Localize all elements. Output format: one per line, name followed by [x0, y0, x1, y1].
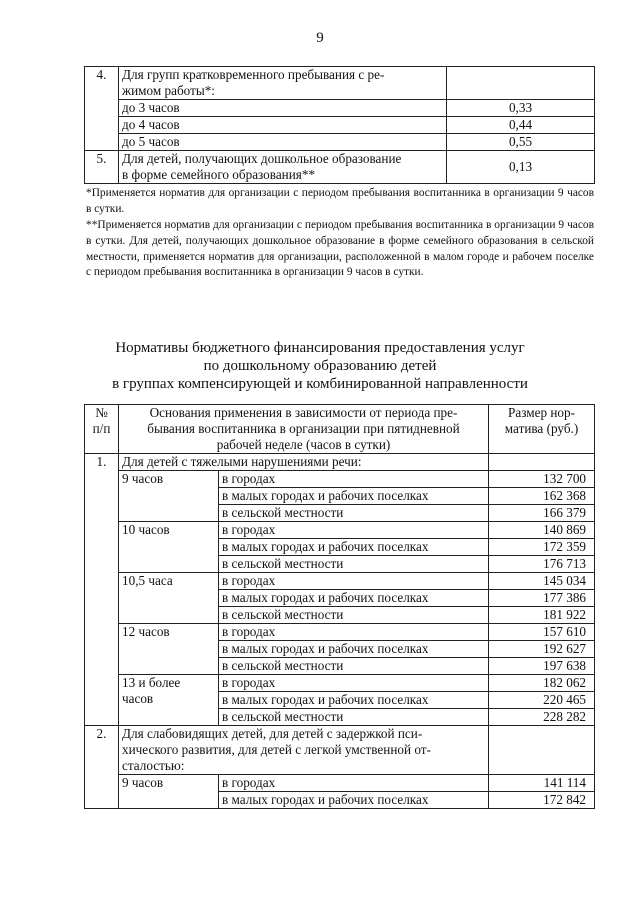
row-label: до 4 часов	[119, 117, 447, 134]
location-label: в сельской местности	[219, 658, 489, 675]
header-line: п/п	[92, 421, 111, 436]
period-line: часов	[122, 691, 154, 706]
value-cell: 0,33	[447, 100, 595, 117]
table-header-row	[85, 405, 595, 454]
section-label-line: сталостью:	[122, 758, 185, 773]
section-label	[119, 726, 489, 775]
location-label: в сельской местности	[219, 709, 489, 726]
table-row	[85, 100, 595, 117]
header-line: Основания применения в зависимости от периода пре-	[149, 405, 458, 420]
section-label-line: хического развития, для детей с легкой умственной от-	[122, 742, 431, 757]
row-label-line: жимом работы*:	[122, 83, 215, 98]
row-label: до 5 часов	[119, 134, 447, 151]
location-label: в сельской местности	[219, 607, 489, 624]
page-number: 9	[316, 30, 324, 46]
value-cell	[489, 454, 595, 471]
location-label: в малых городах и рабочих поселках	[219, 488, 489, 505]
period-label: 10,5 часа	[119, 573, 219, 624]
table-row	[85, 117, 595, 134]
row-number: 1.	[85, 454, 119, 726]
table-row	[85, 471, 595, 488]
table-row	[85, 454, 595, 471]
table-row	[85, 775, 595, 792]
norms-coefficient-table	[84, 66, 595, 184]
value-cell: 228 282	[489, 709, 595, 726]
value-cell: 176 713	[489, 556, 595, 573]
location-label: в городах	[219, 471, 489, 488]
value-cell: 141 114	[489, 775, 595, 792]
header-line: №	[95, 405, 108, 420]
header-line: рабочей неделе (часов в сутки)	[216, 437, 391, 452]
row-number: 5.	[85, 151, 119, 184]
value-cell: 166 379	[489, 505, 595, 522]
table-row	[85, 67, 595, 100]
location-label: в сельской местности	[219, 505, 489, 522]
row-label: до 3 часов	[119, 100, 447, 117]
header-size	[489, 405, 595, 454]
funding-norms-table	[84, 404, 595, 809]
value-cell: 0,55	[447, 134, 595, 151]
title-line: Нормативы бюджетного финансирования предоставления услуг	[115, 340, 525, 356]
section-title	[0, 339, 640, 393]
period-label: 10 часов	[119, 522, 219, 573]
table-row	[85, 151, 595, 184]
section-label-line: Для слабовидящих детей, для детей с задержкой пси-	[122, 726, 423, 741]
location-label: в малых городах и рабочих поселках	[219, 692, 489, 709]
period-label	[119, 675, 219, 726]
location-label: в малых городах и рабочих поселках	[219, 792, 489, 809]
location-label: в городах	[219, 675, 489, 692]
period-line: 13 и более	[122, 675, 181, 690]
row-label	[119, 151, 447, 184]
location-label: в сельской местности	[219, 556, 489, 573]
value-cell: 162 368	[489, 488, 595, 505]
value-cell: 0,44	[447, 117, 595, 134]
table-row	[85, 726, 595, 775]
value-cell	[447, 67, 595, 100]
value-cell: 172 842	[489, 792, 595, 809]
value-cell: 182 062	[489, 675, 595, 692]
header-line: бывания воспитанника в организации при пятидневной	[147, 421, 460, 436]
period-label: 12 часов	[119, 624, 219, 675]
section-label: Для детей с тяжелыми нарушениями речи:	[119, 454, 489, 471]
table-row	[85, 134, 595, 151]
value-cell: 177 386	[489, 590, 595, 607]
footnote-2: **Применяется норматив для организации с периодом пребывания воспитанника в организации 9 часов в сутки. Для детей, получающих дошкольное образование в форме семейного образования в сельской местности, применяется норматив для организации, расположенной в малом городе и рабочем поселке с периодом пребывания воспитанника в организации 9 часов в сутки.	[86, 219, 594, 279]
period-label: 9 часов	[119, 775, 219, 809]
value-cell: 197 638	[489, 658, 595, 675]
table-row	[85, 573, 595, 590]
location-label: в городах	[219, 775, 489, 792]
footnote-1: *Применяется норматив для организации с периодом пребывания воспитанника в организации 9 часов в сутки.	[86, 187, 594, 215]
value-cell: 157 610	[489, 624, 595, 641]
value-cell: 172 359	[489, 539, 595, 556]
table-row	[85, 522, 595, 539]
value-cell: 0,13	[447, 151, 595, 184]
location-label: в малых городах и рабочих поселках	[219, 641, 489, 658]
header-line: Размер нор-	[508, 405, 575, 420]
row-label	[119, 67, 447, 100]
row-number: 4.	[85, 67, 119, 151]
location-label: в городах	[219, 573, 489, 590]
value-cell: 181 922	[489, 607, 595, 624]
table-row	[85, 675, 595, 692]
header-number	[85, 405, 119, 454]
value-cell: 220 465	[489, 692, 595, 709]
value-cell: 132 700	[489, 471, 595, 488]
title-line: в группах компенсирующей и комбинированной направленности	[112, 376, 528, 392]
location-label: в городах	[219, 624, 489, 641]
location-label: в малых городах и рабочих поселках	[219, 590, 489, 607]
row-label-line: Для детей, получающих дошкольное образование	[122, 151, 402, 166]
row-label-line: в форме семейного образования**	[122, 167, 316, 182]
period-label: 9 часов	[119, 471, 219, 522]
value-cell	[489, 726, 595, 775]
row-number: 2.	[85, 726, 119, 809]
location-label: в малых городах и рабочих поселках	[219, 539, 489, 556]
header-basis	[119, 405, 489, 454]
value-cell: 145 034	[489, 573, 595, 590]
title-line: по дошкольному образованию детей	[203, 358, 437, 374]
location-label: в городах	[219, 522, 489, 539]
header-line: матива (руб.)	[504, 421, 579, 436]
table-row	[85, 624, 595, 641]
value-cell: 192 627	[489, 641, 595, 658]
row-label-line: Для групп кратковременного пребывания с ре-	[122, 67, 385, 82]
value-cell: 140 869	[489, 522, 595, 539]
